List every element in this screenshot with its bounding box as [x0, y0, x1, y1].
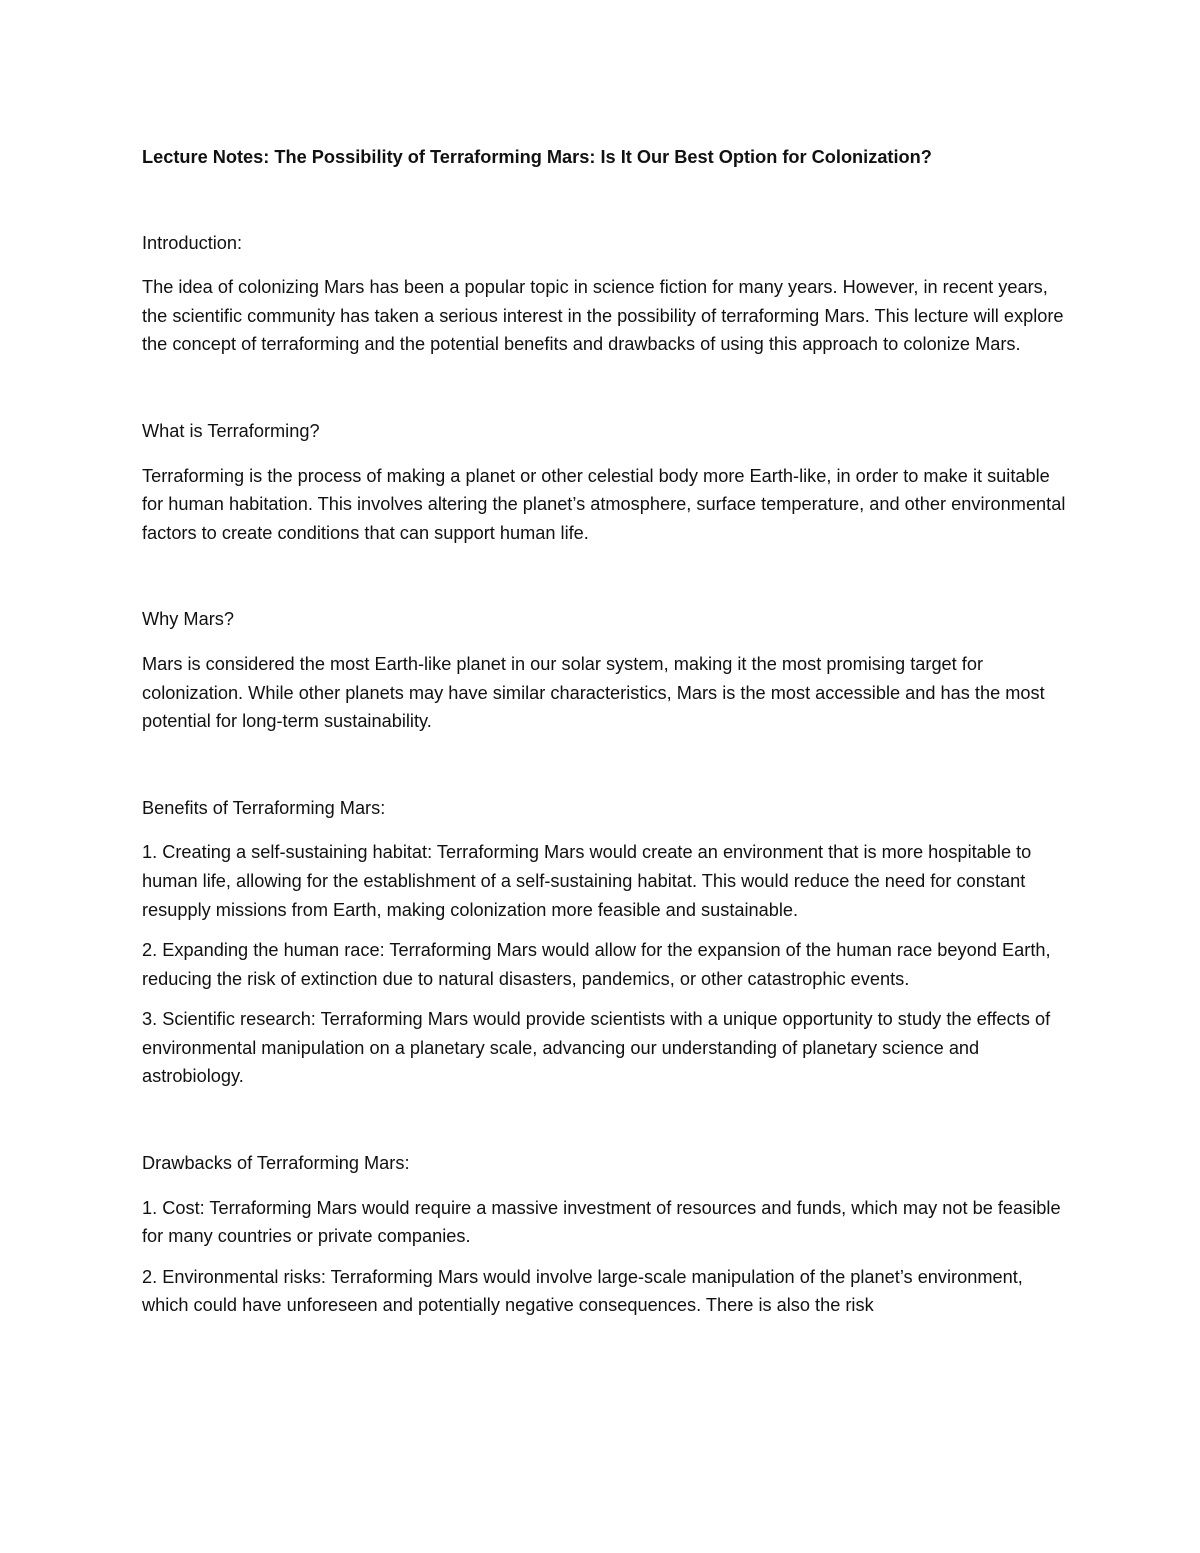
- list-item: 3. Scientific research: Terraforming Mars would provide scientists with a unique opportunity to study the effects of environmental manipulation on a planetary scale, advancing our understanding of planetary science and astrobiology.: [142, 1009, 1051, 1087]
- list-item: 2. Environmental risks: Terraforming Mars would involve large-scale manipulation of the planet’s environment, which could have unforeseen and potentially negative consequences. There is also the risk: [142, 1266, 1023, 1316]
- document-title: Lecture Notes: The Possibility of Terraforming Mars: Is It Our Best Option for Colonization?: [142, 147, 932, 167]
- section-paragraph: The idea of colonizing Mars has been a popular topic in science fiction for many years. However, in recent years, the scientific community has taken a serious interest in the possibility of terraforming Mars. This lecture will explore the concept of terraforming and the potential benefits and drawbacks of using this approach to colonize Mars.: [142, 277, 1064, 355]
- section-paragraph: Terraforming is the process of making a planet or other celestial body more Earth-like, in order to make it suitable for human habitation. This involves altering the planet’s atmosphere, surface temperature, and other environmental factors to create conditions that can support human life.: [142, 465, 1066, 543]
- section-heading-drawbacks: Drawbacks of Terraforming Mars:: [142, 1153, 410, 1174]
- section-heading-why-mars: Why Mars?: [142, 609, 234, 630]
- section-heading-what-is-terraforming: What is Terraforming?: [142, 420, 320, 441]
- section-heading-introduction: Introduction:: [142, 232, 243, 253]
- section-heading-benefits: Benefits of Terraforming Mars:: [142, 797, 386, 818]
- section-paragraph: Mars is considered the most Earth-like planet in our solar system, making it the most promising target for colonization. While other planets may have similar characteristics, Mars is the most accessible and has the most potential for long-term sustainability.: [142, 653, 1045, 732]
- list-item: 2. Expanding the human race: Terraforming Mars would allow for the expansion of the human race beyond Earth, reducing the risk of extinction due to natural disasters, pandemics, or other catastrophic events.: [142, 940, 1051, 989]
- document-body: [142, 143, 1072, 1320]
- list-item: 1. Creating a self-sustaining habitat: Terraforming Mars would create an environment that is more hospitable to human life, allowing for the establishment of a self-sustaining habitat. This would reduce the need for constant resupply missions from Earth, making colonization more feasible and sustainable.: [142, 842, 1032, 920]
- list-item: 1. Cost: Terraforming Mars would require a massive investment of resources and funds, which may not be feasible for many countries or private companies.: [142, 1197, 1061, 1247]
